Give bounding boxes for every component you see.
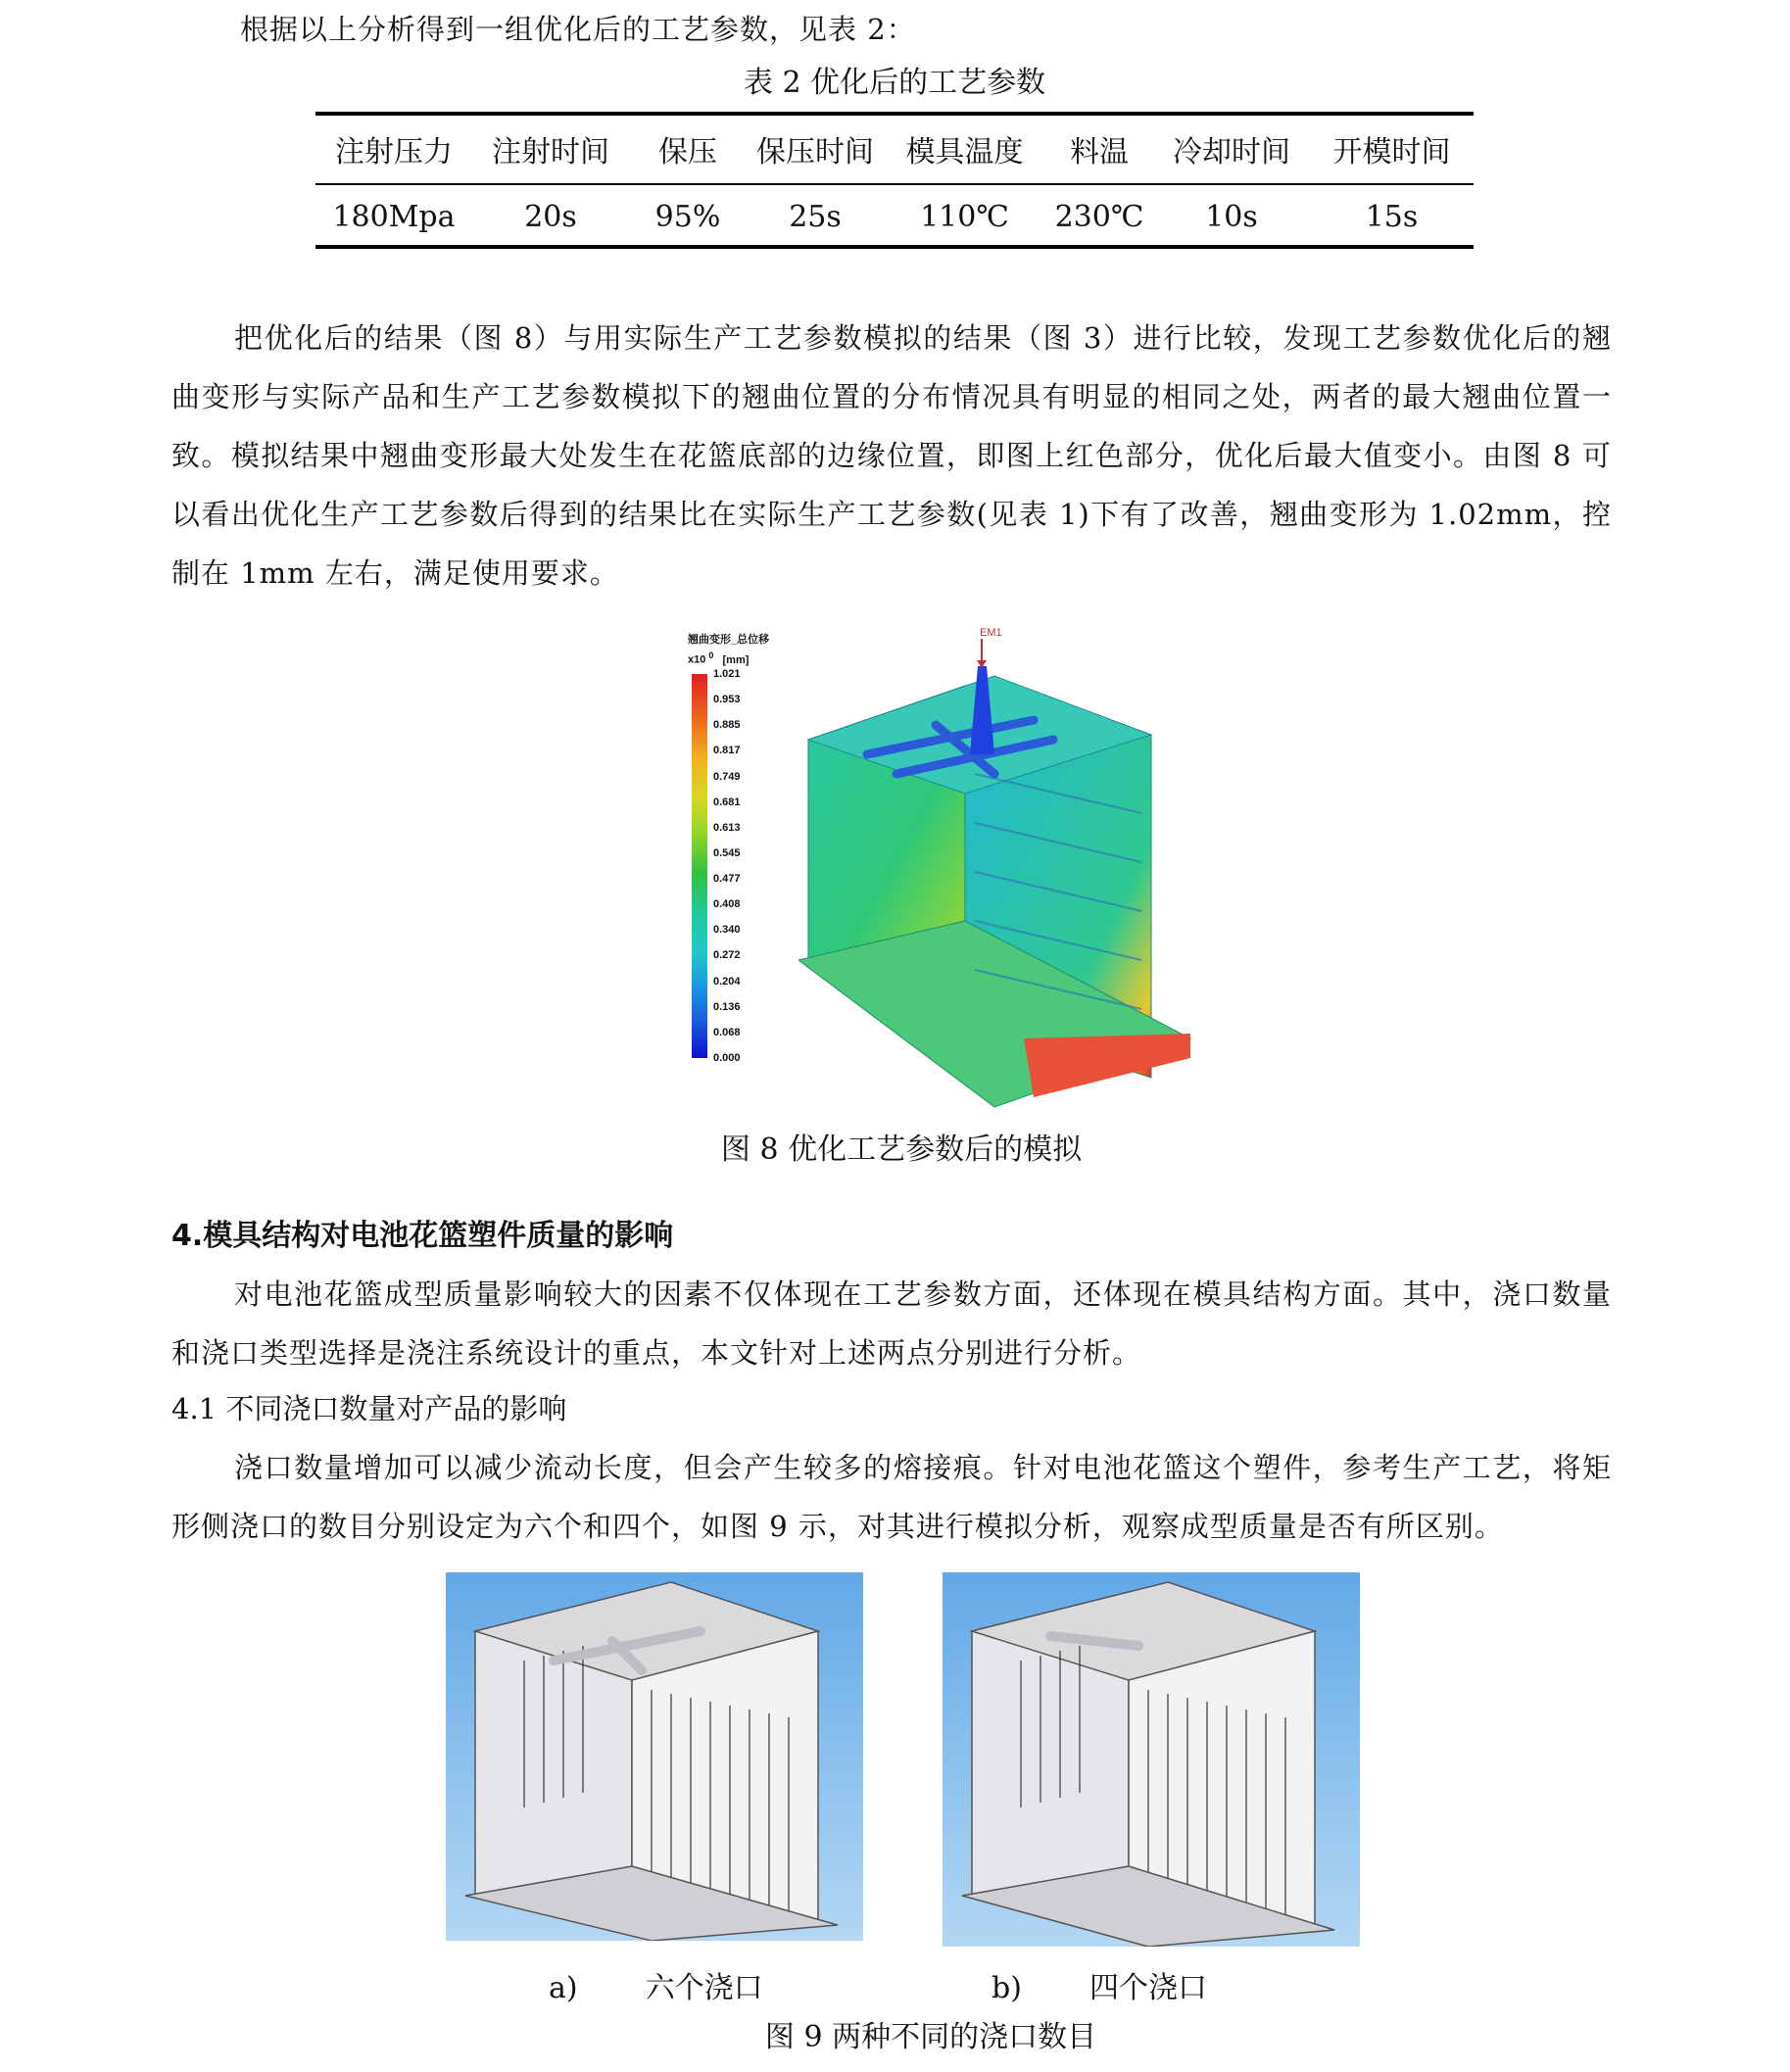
header-cell: 冷却时间 <box>1173 135 1290 169</box>
value-cell: 20s <box>524 199 577 234</box>
value-cell: 25s <box>789 199 842 234</box>
legend-value: 0.136 <box>713 1000 741 1013</box>
legend-value: 0.817 <box>713 745 741 757</box>
legend-value: 0.749 <box>713 770 741 783</box>
table-row <box>315 184 1474 249</box>
header-cell: 开模时间 <box>1332 135 1451 169</box>
legend-value: 0.408 <box>713 898 741 911</box>
header-cell: 模具温度 <box>905 135 1024 169</box>
legend-value: 0.953 <box>713 694 741 706</box>
paragraph-comparison: 把优化后的结果（图 8）与用实际生产工艺参数模拟的结果（图 3）进行比较，发现工艺参数优化后的翘曲变形与实际产品和生产工艺参数模拟下的翘曲位置的分布情况具有明显的相同之处，两者的最大翘曲位置一致。模拟结果中翘曲变形最大处发生在花篮底部的边缘位置，即图上红色部分，优化后最大值变小。由图 8 可以看出优化生产工艺参数后得到的结果比在实际生产工艺参数(见表 1)下有了改善，翘曲变形为 1.02mm，控制在 1mm 左右，满足使用要求。 <box>171 321 1612 590</box>
legend-value: 1.021 <box>713 668 741 680</box>
header-cell: 保压 <box>658 135 717 169</box>
legend-value: 0.885 <box>713 719 741 732</box>
header-cell: 料温 <box>1070 135 1129 169</box>
legend-value: 0.000 <box>713 1052 741 1064</box>
paragraph-gate-number: 浇口数量增加可以减少流动长度，但会产生较多的熔接痕。针对电池花篮这个塑件，参考生产工艺，将矩形侧浇口的数目分别设定为六个和四个，如图 9 示，对其进行模拟分析，观察成型质量是否有所区别。 <box>171 1451 1612 1543</box>
warpage-model-image <box>798 627 1220 1117</box>
header-cell: 注射压力 <box>335 135 453 169</box>
legend-exponent: 0 <box>708 651 714 660</box>
figure9-caption: 图 9 两种不同的浇口数目 <box>764 2020 1097 2054</box>
four-gate-basket-illustration <box>943 1572 1360 1947</box>
six-gate-basket-illustration <box>446 1572 863 1941</box>
figure9b-label <box>992 1967 1207 2010</box>
legend-value: 0.272 <box>713 949 741 962</box>
legend-value: 0.477 <box>713 873 741 886</box>
value-cell: 95% <box>654 199 721 234</box>
figure9a-text: 六个浇口 <box>645 1971 763 2005</box>
section-4-heading: 4.模具结构对电池花篮塑件质量的影响 <box>171 1219 674 1253</box>
value-cell: 110℃ <box>920 199 1009 234</box>
value-cell: 15s <box>1365 199 1419 234</box>
figure9b-image <box>943 1572 1360 1947</box>
paragraph-mold-structure: 对电池花篮成型质量影响较大的因素不仅体现在工艺参数方面，还体现在模具结构方面。其中，浇口数量和浇口类型选择是浇注系统设计的重点，本文针对上述两点分别进行分析。 <box>171 1277 1612 1370</box>
legend-value: 0.068 <box>713 1026 741 1038</box>
legend-value: 0.545 <box>713 846 741 859</box>
value-cell: 180Mpa <box>332 199 456 234</box>
figure9b-letter: b) <box>992 1971 1022 2005</box>
intro-line: 根据以上分析得到一组优化后的工艺参数，见表 2： <box>240 13 916 46</box>
figure9b-text: 四个浇口 <box>1089 1971 1208 2005</box>
legend-value: 0.613 <box>713 821 741 834</box>
legend-value: 0.204 <box>713 975 741 988</box>
figure9a-label <box>549 1967 763 2010</box>
value-cell: 10s <box>1205 199 1258 234</box>
legend-color-bar <box>692 674 707 1058</box>
legend-title: 翘曲变形_总位移 <box>688 634 770 646</box>
legend-unit: [mm] <box>722 653 750 666</box>
header-cell: 注射时间 <box>492 135 609 169</box>
section-4-1-heading: 4.1 不同浇口数量对产品的影响 <box>171 1392 567 1425</box>
table-caption: 表 2 优化后的工艺参数 <box>743 66 1046 100</box>
legend-value: 0.340 <box>713 924 741 937</box>
figure-8 <box>676 627 1225 1117</box>
value-cell: 230℃ <box>1054 199 1144 234</box>
legend-value: 0.681 <box>713 795 741 808</box>
marker-label: EM1 <box>980 627 1002 639</box>
header-cell: 保压时间 <box>756 135 874 169</box>
params-table <box>315 114 1474 249</box>
figure9a-letter: a) <box>549 1971 578 2005</box>
figure8-caption: 图 8 优化工艺参数后的模拟 <box>720 1132 1083 1167</box>
figure9a-image <box>446 1572 863 1941</box>
table-header-row <box>315 114 1474 184</box>
legend-scale: x10 <box>688 653 706 666</box>
